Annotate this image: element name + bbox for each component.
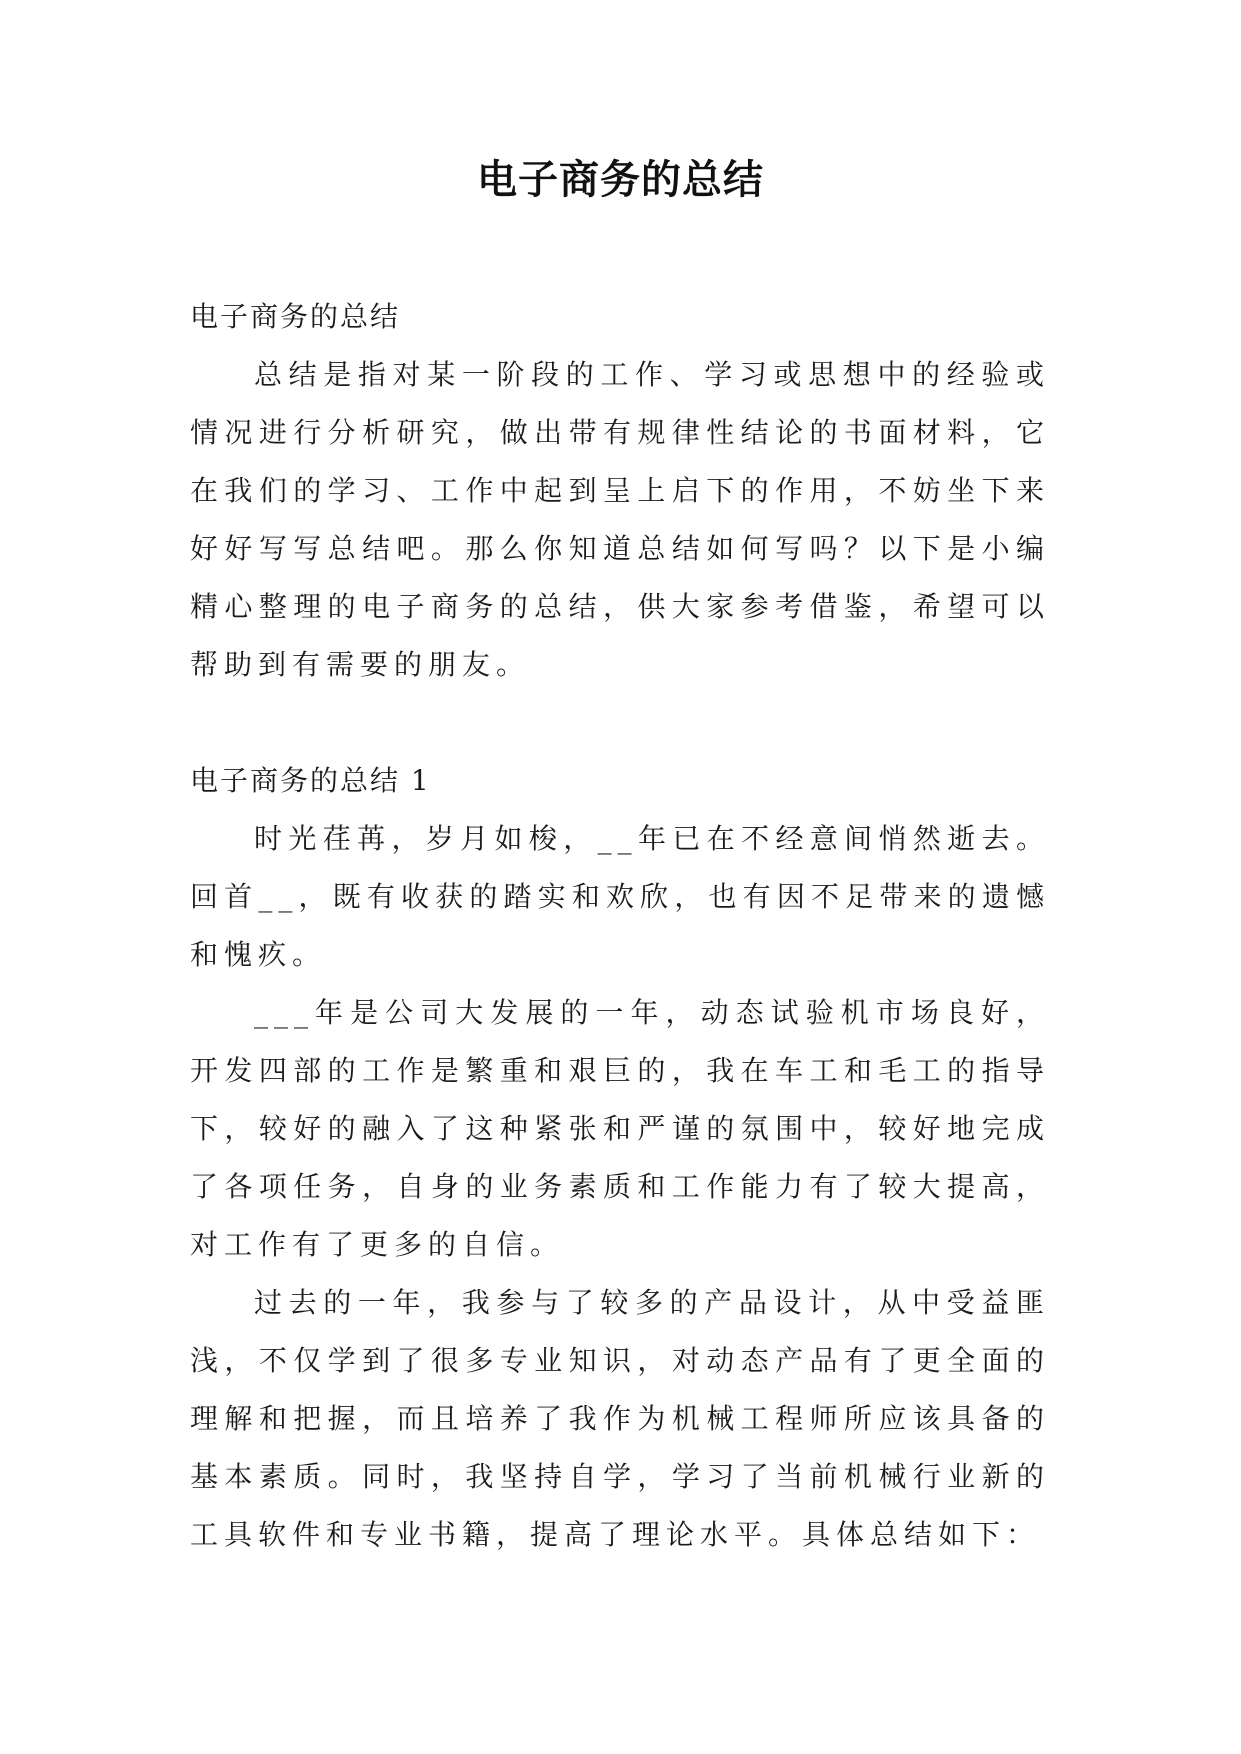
document-body — [190, 288, 1050, 1564]
section-spacer — [190, 694, 1050, 752]
section-paragraph-2: ___年是公司大发展的一年，动态试验机市场良好，开发四部的工作是繁重和艰巨的，我在车工和毛工的指导下，较好的融入了这种紧张和严谨的氛围中，较好地完成了各项任务，自身的业务素质和工作能力有了较大提高，对工作有了更多的自信。 — [190, 996, 1050, 1261]
document-title: 电子商务的总结 — [477, 157, 764, 203]
section-heading: 电子商务的总结 1 — [190, 764, 431, 797]
intro-paragraph: 总结是指对某一阶段的工作、学习或思想中的经验或情况进行分析研究，做出带有规律性结论的书面材料，它在我们的学习、工作中起到呈上启下的作用，不妨坐下来好好写写总结吧。那么你知道总结如何写吗？以下是小编精心整理的电子商务的总结，供大家参考借鉴，希望可以帮助到有需要的朋友。 — [190, 358, 1050, 681]
intro-heading: 电子商务的总结 — [190, 300, 401, 333]
section-paragraph-3: 过去的一年，我参与了较多的产品设计，从中受益匪浅，不仅学到了很多专业知识，对动态产品有了更全面的理解和把握，而且培养了我作为机械工程师所应该具备的基本素质。同时，我坚持自学，学习了当前机械行业新的工具软件和专业书籍，提高了理论水平。具体总结如下： — [190, 1286, 1050, 1551]
section-paragraph-1: 时光荏苒，岁月如梭，__年已在不经意间悄然逝去。回首__，既有收获的踏实和欢欣，也有因不足带来的遗憾和愧疚。 — [190, 822, 1050, 971]
